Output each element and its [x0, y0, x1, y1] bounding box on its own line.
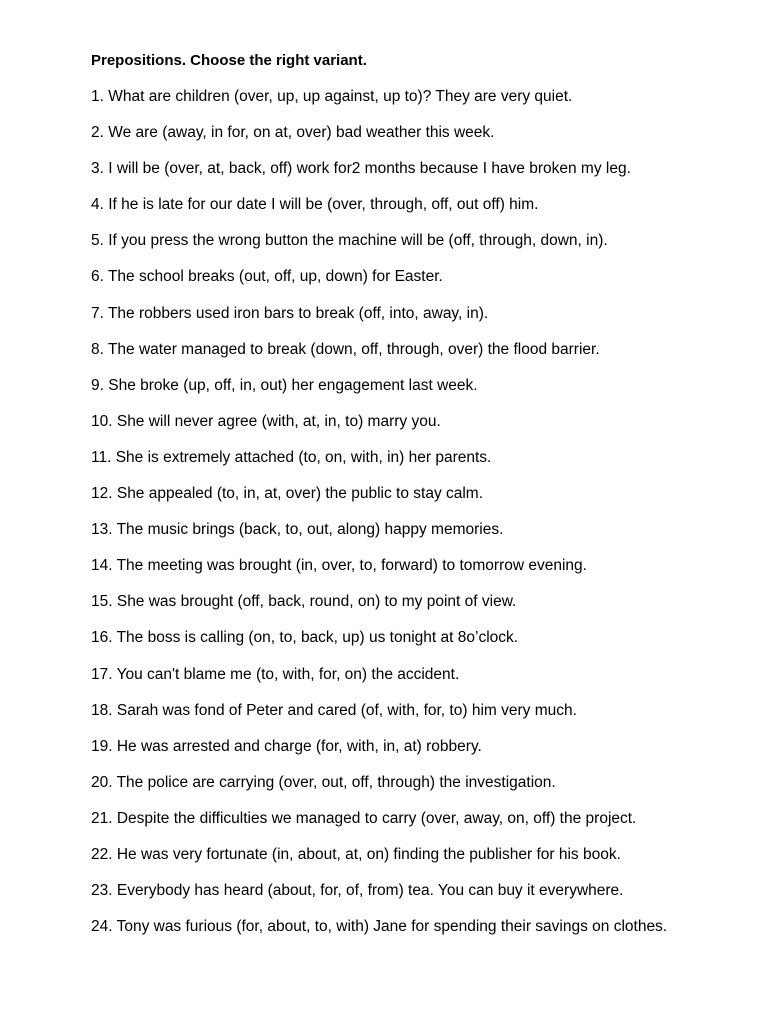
exercise-item: 22. He was very fortunate (in, about, at, on) finding the publisher for his book.	[91, 845, 621, 863]
exercise-item: 2. We are (away, in for, on at, over) bad weather this week.	[91, 124, 495, 142]
exercise-item: 12. She appealed (to, in, at, over) the public to stay calm.	[91, 485, 484, 503]
document-title: Prepositions. Choose the right variant.	[91, 52, 367, 69]
exercise-item: 11. She is extremely attached (to, on, with, in) her parents.	[91, 448, 492, 466]
exercise-item: 24. Tony was furious (for, about, to, with) Jane for spending their savings on clothes.	[91, 918, 668, 936]
exercise-item: 3. I will be (over, at, back, off) work for2 months because I have broken my leg.	[91, 160, 631, 178]
exercise-item: 23. Everybody has heard (about, for, of, from) tea. You can buy it everywhere.	[91, 882, 624, 900]
exercise-item: 18. Sarah was fond of Peter and cared (of, with, for, to) him very much.	[91, 701, 577, 719]
exercise-item: 21. Despite the difficulties we managed to carry (over, away, on, off) the project.	[91, 809, 637, 827]
document-content	[91, 51, 731, 953]
exercise-item: 4. If he is late for our date I will be (over, through, off, out off) him.	[91, 196, 539, 214]
exercise-list	[91, 87, 731, 953]
exercise-item: 13. The music brings (back, to, out, along) happy memories.	[91, 521, 504, 539]
exercise-item: 14. The meeting was brought (in, over, to, forward) to tomorrow evening.	[91, 557, 587, 575]
exercise-item: 5. If you press the wrong button the machine will be (off, through, down, in).	[91, 232, 608, 250]
exercise-item: 6. The school breaks (out, off, up, down) for Easter.	[91, 268, 443, 286]
exercise-item: 19. He was arrested and charge (for, with, in, at) robbery.	[91, 737, 482, 755]
exercise-item: 8. The water managed to break (down, off, through, over) the flood barrier.	[91, 340, 600, 358]
exercise-item: 7. The robbers used iron bars to break (off, into, away, in).	[91, 304, 489, 322]
exercise-item: 9. She broke (up, off, in, out) her engagement last week.	[91, 376, 478, 394]
exercise-item: 17. You can't blame me (to, with, for, on) the accident.	[91, 665, 460, 683]
exercise-item: 1. What are children (over, up, up against, up to)? They are very quiet.	[91, 88, 573, 105]
exercise-item: 15. She was brought (off, back, round, on) to my point of view.	[91, 593, 517, 611]
exercise-item: 20. The police are carrying (over, out, off, through) the investigation.	[91, 773, 556, 791]
exercise-item: 10. She will never agree (with, at, in, to) marry you.	[91, 412, 441, 430]
exercise-item: 16. The boss is calling (on, to, back, up) us tonight at 8o’clock.	[91, 629, 519, 647]
